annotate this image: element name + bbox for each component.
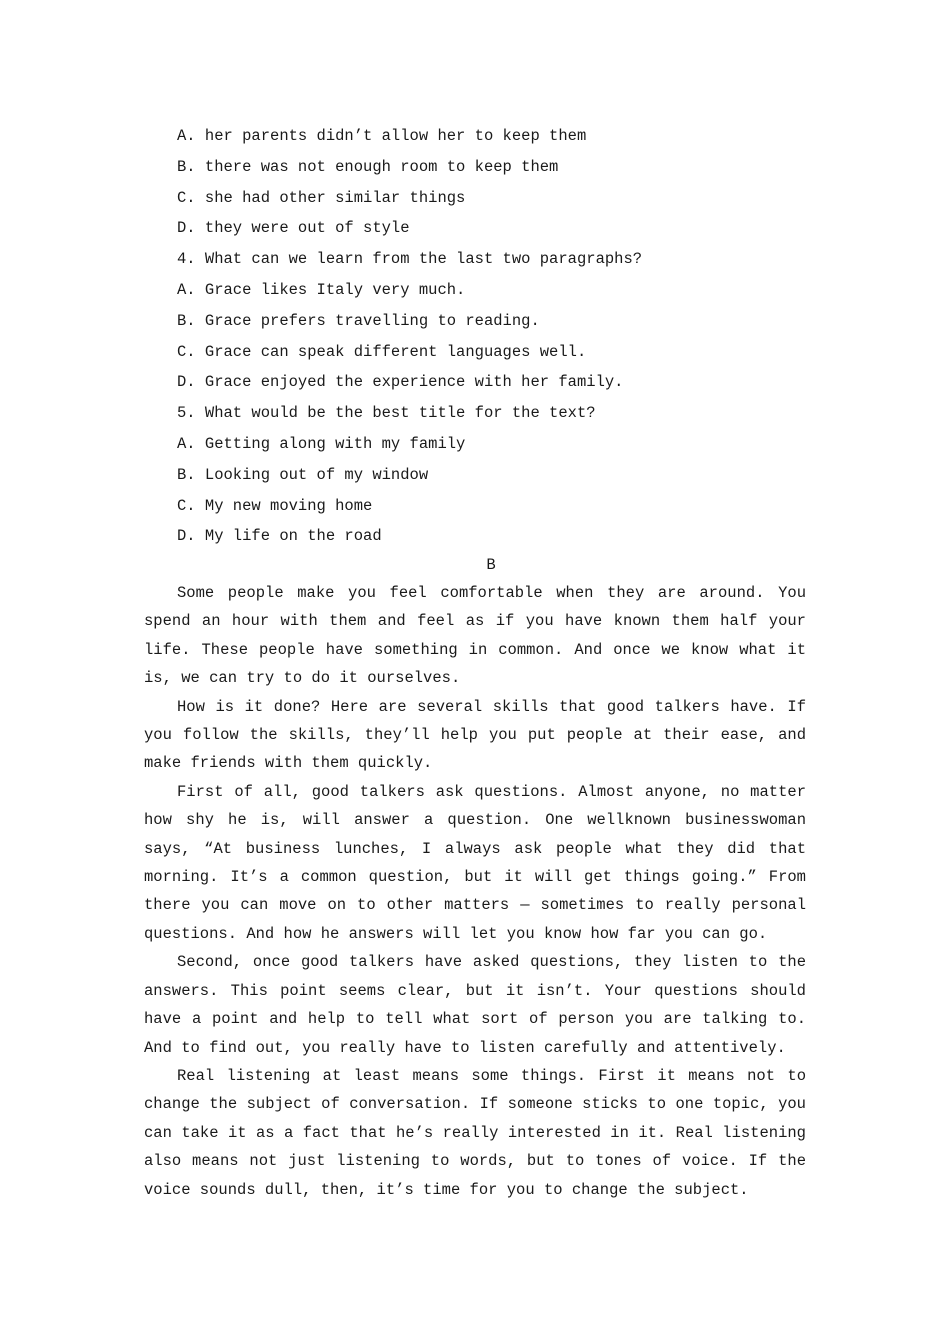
passage-paragraph: Second, once good talkers have asked questions, they listen to the answers. This point seems clear, but it isn’t. Your questions should have a point and help to tell what sort of person you are talking to. And to find out, you really have to listen carefully and attentively.: [144, 953, 806, 1057]
passage-paragraph: How is it done? Here are several skills that good talkers have. If you follow the skills, they’ll help you put people at their ease, and make friends with them quickly.: [144, 697, 806, 773]
section-heading: B: [486, 556, 496, 574]
passage-body: [144, 579, 806, 1204]
option-line: C. My new moving home: [177, 496, 373, 515]
passage-paragraph: Some people make you feel comfortable when they are around. You spend an hour with them and feel as if you have known them half your life. These people have something in common. And once we know what it is, we can try to do it ourselves.: [144, 584, 806, 688]
question-line: 4. What can we learn from the last two paragraphs?: [177, 250, 643, 269]
option-line: C. Grace can speak different languages well.: [177, 342, 587, 361]
option-line: B. Looking out of my window: [177, 465, 429, 484]
option-line: A. her parents didn’t allow her to keep them: [177, 127, 587, 145]
option-line: A. Grace likes Italy very much.: [177, 280, 466, 299]
passage-paragraph: First of all, good talkers ask questions. Almost anyone, no matter how shy he is, will answer a question. One wellknown businesswoman says, “At business lunches, I always ask people what they did that morning. It’s a common question, but it will get things going.” From there you can move on to other matters — sometimes to really personal questions. And how he answers will let you know how far you can go.: [144, 782, 806, 943]
option-line: D. My life on the road: [177, 527, 382, 546]
option-line: A. Getting along with my family: [177, 434, 466, 453]
passage-paragraph: Real listening at least means some things. First it means not to change the subject of conversation. If someone sticks to one topic, you can take it as a fact that he’s really interested in it. Real listening also means not just listening to words, but to tones of voice. If the voice sounds dull, then, it’s time for you to change the subject.: [144, 1066, 806, 1199]
option-line: D. they were out of style: [177, 219, 410, 238]
option-line: B. Grace prefers travelling to reading.: [177, 311, 540, 330]
option-line: C. she had other similar things: [177, 188, 466, 207]
option-line: D. Grace enjoyed the experience with her family.: [177, 373, 624, 392]
option-line: B. there was not enough room to keep them: [177, 157, 559, 176]
question-line: 5. What would be the best title for the text?: [177, 404, 596, 423]
question-options-list: [177, 121, 817, 552]
